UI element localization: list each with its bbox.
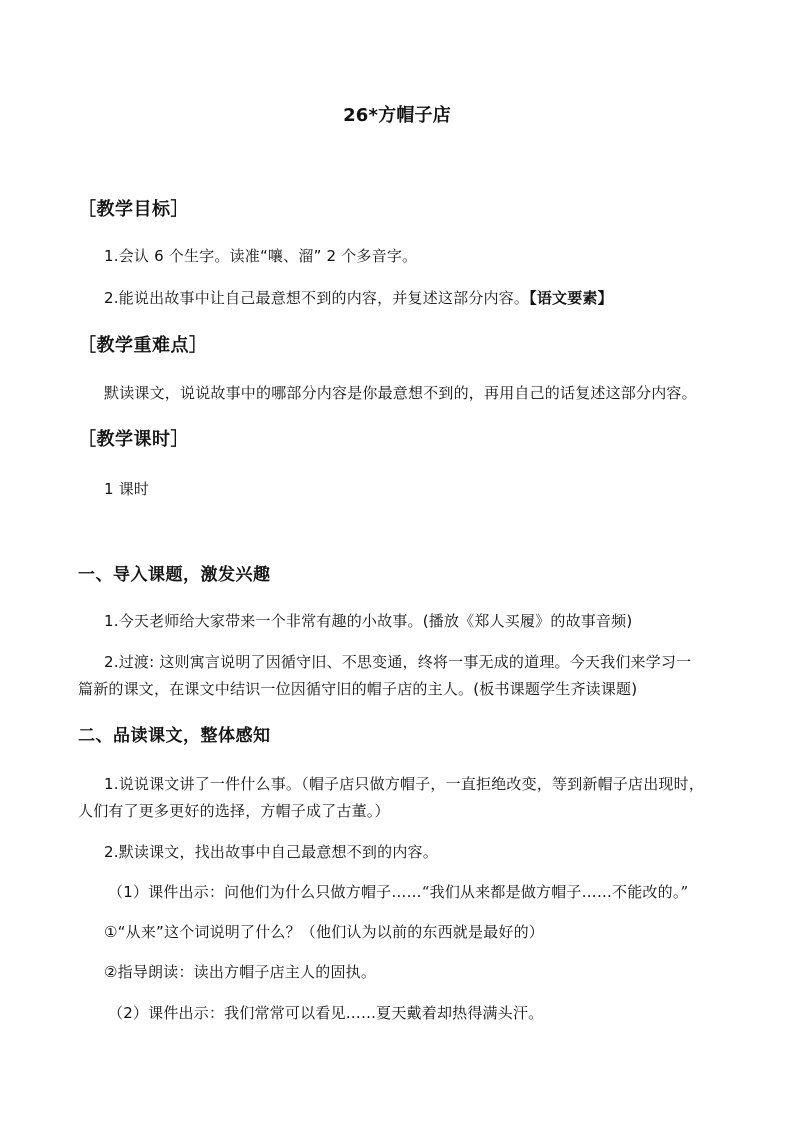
slide-2-prefix: （2）课件出示： (108, 1004, 225, 1022)
slide-2 (108, 1003, 543, 1023)
keypoints-heading: ［教学重难点］ (78, 335, 208, 356)
hours-heading: ［教学课时］ (78, 429, 189, 450)
page-title: 26*方帽子店 (343, 105, 451, 126)
part1-paragraph-2-line-1: 2.过渡: 这则寓言说明了因循守旧、不思变通，终将一事无成的道理。今天我们来学习一 (104, 653, 692, 671)
part2-paragraph-2: 2.默读课文，找出故事中自己最意想不到的内容。 (104, 843, 438, 861)
goals-heading: ［教学目标］ (78, 199, 189, 220)
slide-1 (108, 882, 688, 902)
part2-paragraph-1-prefix: 1.说说课文讲了一件什么事。 (104, 775, 302, 793)
part2-paragraph-1-line-1 (104, 774, 704, 794)
slide-1-text: 问他们为什么只做方帽子……“我们从来都是做方帽子……不能改的。” (224, 883, 689, 901)
part1-heading: 一、导入课题，激发兴趣 (78, 565, 271, 585)
goal-2-tag: 【语文要素】 (529, 289, 613, 307)
question-1-answer: （他们认为以前的东西就是最好的） (300, 923, 544, 941)
part2-heading: 二、品读课文，整体感知 (78, 726, 271, 746)
part1-paragraph-2-line-2: 篇新的课文，在课文中结识一位因循守旧的帽子店的主人。(板书课题学生齐读课题) (78, 680, 638, 698)
goal-2 (104, 288, 613, 308)
keypoints-text: 默读课文，说说故事中的哪部分内容是你最意想不到的，再用自己的话复述这部分内容。 (104, 384, 697, 402)
question-2: ②指导朗读：读出方帽子店主人的固执。 (104, 963, 377, 981)
slide-1-prefix: （1）课件出示： (108, 883, 225, 901)
part1-paragraph-1: 1.今天老师给大家带来一个非常有趣的小故事。(播放《郑人买履》的故事音频) (104, 612, 633, 630)
hours-text: 1 课时 (104, 480, 150, 498)
slide-2-text: 我们常常可以看见……夏天戴着却热得满头汗。 (224, 1004, 544, 1022)
goal-1: 1.会认 6 个生字。读准“嚷、溜” 2 个多音字。 (104, 247, 418, 265)
goal-2-text: 2.能说出故事中让自己最意想不到的内容，并复述这部分内容。 (104, 289, 530, 307)
question-1 (104, 922, 544, 942)
part2-paragraph-1-answer: （帽子店只做方帽子，一直拒绝改变，等到新帽子店出现时， (301, 775, 705, 793)
part2-paragraph-1-line-2: 人们有了更多更好的选择，方帽子成了古董。） (78, 802, 390, 820)
question-1-prefix: ①“从来”这个词说明了什么？ (104, 923, 301, 941)
